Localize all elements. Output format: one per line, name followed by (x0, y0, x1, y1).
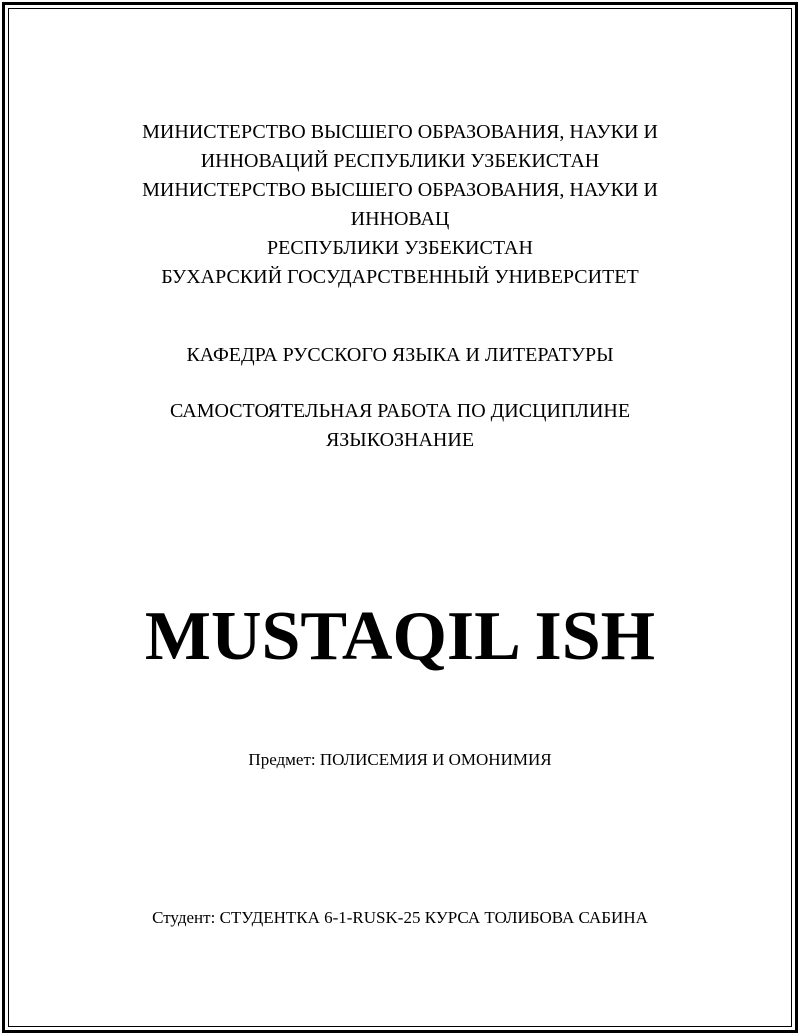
student-label: Студент: (152, 908, 216, 927)
subject-line (0, 748, 800, 772)
institution-header (0, 118, 800, 292)
header-line: РЕСПУБЛИКИ УЗБЕКИСТАН (267, 237, 533, 259)
header-line: МИНИСТЕРСТВО ВЫСШЕГО ОБРАЗОВАНИЯ, НАУКИ И (142, 179, 658, 201)
work-description (0, 397, 800, 455)
header-line: ИННОВАЦИЙ РЕСПУБЛИКИ УЗБЕКИСТАН (200, 150, 600, 172)
page-title: MUSTAQIL ISH (144, 598, 656, 675)
subject-value: ПОЛИСЕМИЯ И ОМОНИМИЯ (319, 750, 552, 769)
work-line: САМОСТОЯТЕЛЬНАЯ РАБОТА ПО ДИСЦИПЛИНЕ (169, 400, 631, 422)
header-line: БУХАРСКИЙ ГОСУДАРСТВЕННЫЙ УНИВЕРСИТЕТ (161, 266, 639, 288)
header-line: МИНИСТЕРСТВО ВЫСШЕГО ОБРАЗОВАНИЯ, НАУКИ И (142, 121, 658, 143)
student-line (0, 906, 800, 930)
header-line: ИННОВАЦ (350, 208, 450, 230)
department-name: КАФЕДРА РУССКОГО ЯЗЫКА И ЛИТЕРАТУРЫ (186, 344, 614, 366)
subject-label: Предмет: (248, 750, 316, 769)
student-value: СТУДЕНТКА 6-1-RUSK-25 КУРСА ТОЛИБОВА САБИНА (219, 908, 648, 927)
work-line: ЯЗЫКОЗНАНИЕ (325, 429, 475, 451)
